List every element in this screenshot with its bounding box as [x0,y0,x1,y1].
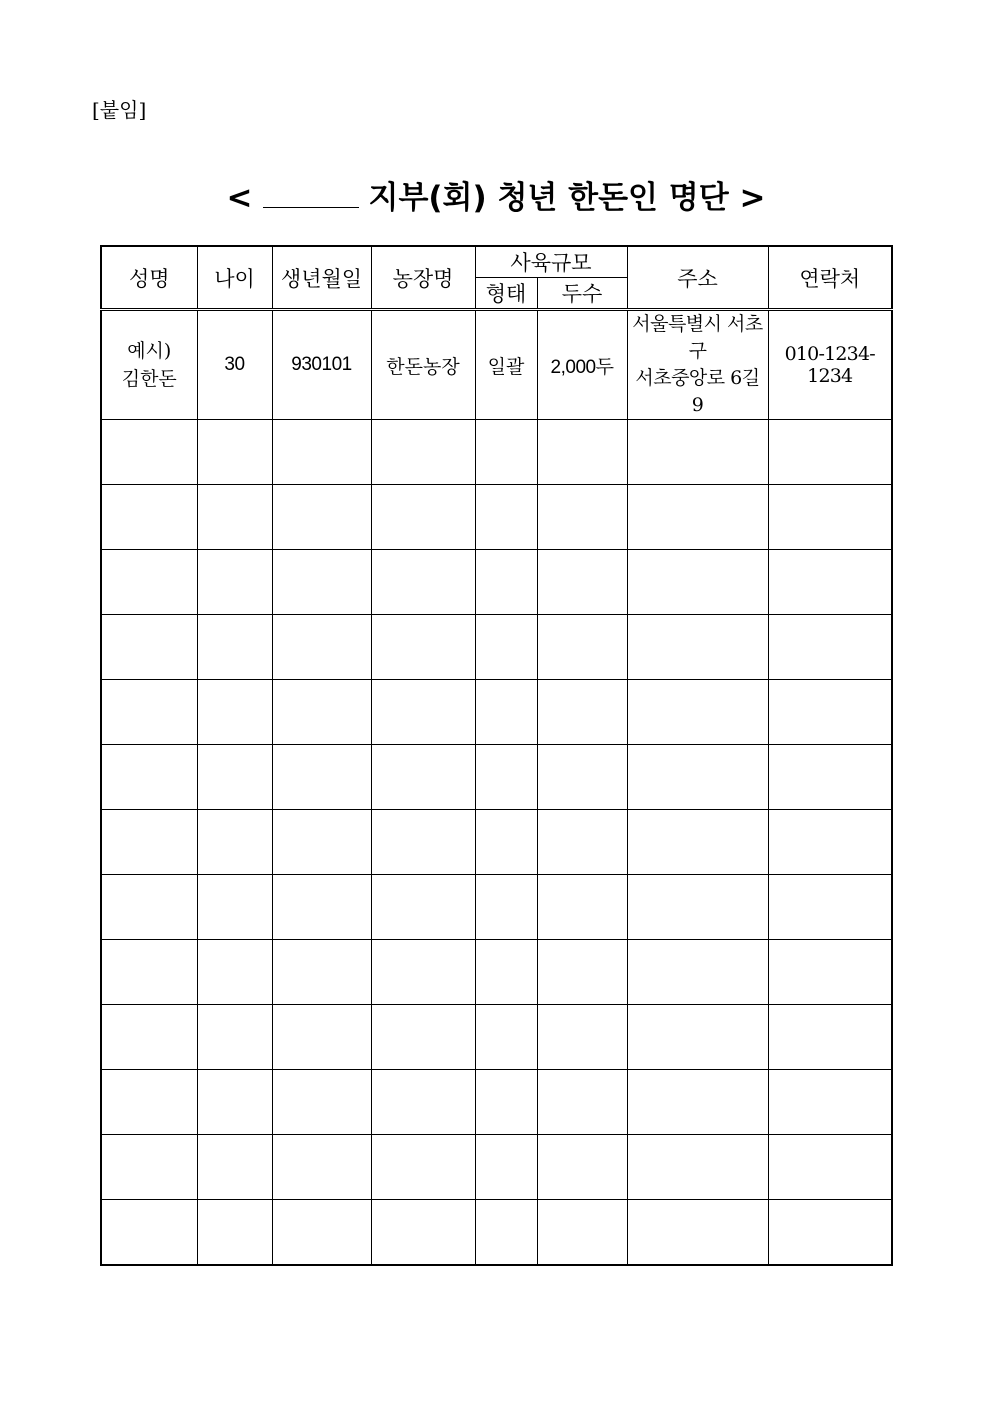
entry-cell-name[interactable] [101,875,197,940]
entry-cell-scale-type[interactable] [475,1005,537,1070]
entry-cell-scale-heads[interactable] [537,1070,627,1135]
title-close-bracket: > [739,180,766,216]
entry-cell-farm-name[interactable] [371,550,475,615]
entry-cell-contact[interactable] [768,550,892,615]
entry-cell-contact[interactable] [768,1070,892,1135]
header-contact: 연락처 [768,246,892,310]
entry-cell-contact[interactable] [768,1135,892,1200]
entry-cell-contact[interactable] [768,810,892,875]
entry-cell-scale-heads[interactable] [537,1200,627,1266]
entry-cell-age[interactable] [197,875,272,940]
example-row [101,310,892,420]
table-header-row [101,246,892,278]
entry-cell-name[interactable] [101,615,197,680]
entry-cell-name[interactable] [101,680,197,745]
entry-cell-scale-heads[interactable] [537,1005,627,1070]
table-row [101,485,892,550]
entry-cell-contact[interactable] [768,615,892,680]
entry-cell-address[interactable] [627,485,768,550]
header-birthdate: 생년월일 [272,246,371,310]
entry-cell-birthdate[interactable] [272,940,371,1005]
entry-cell-name[interactable] [101,1135,197,1200]
entry-cell-birthdate[interactable] [272,1005,371,1070]
entry-cell-contact[interactable] [768,940,892,1005]
header-scale-group: 사육규모 [475,246,627,278]
entry-cell-name[interactable] [101,940,197,1005]
header-age: 나이 [197,246,272,310]
entry-cell-age[interactable] [197,615,272,680]
table-row [101,875,892,940]
entry-cell-name[interactable] [101,485,197,550]
header-scale-type: 형태 [475,278,537,310]
table-row [101,680,892,745]
entry-cell-scale-heads[interactable] [537,940,627,1005]
example-age: 30 [197,310,272,420]
table-row [101,940,892,1005]
branch-name-blank [263,181,359,208]
entry-cell-name[interactable] [101,1005,197,1070]
entry-cell-scale-type[interactable] [475,485,537,550]
entry-cell-age[interactable] [197,940,272,1005]
entry-cell-birthdate[interactable] [272,810,371,875]
entry-cell-age[interactable] [197,810,272,875]
entry-cell-birthdate[interactable] [272,615,371,680]
entry-cell-scale-heads[interactable] [537,875,627,940]
entry-cell-scale-type[interactable] [475,1200,537,1266]
entry-cell-farm-name[interactable] [371,745,475,810]
entry-cell-scale-type[interactable] [475,550,537,615]
entry-cell-farm-name[interactable] [371,1070,475,1135]
entry-cell-age[interactable] [197,1005,272,1070]
header-farm-name: 농장명 [371,246,475,310]
entry-cell-farm-name[interactable] [371,940,475,1005]
header-scale-heads: 두수 [537,278,627,310]
entry-cell-name[interactable] [101,420,197,485]
entry-cell-farm-name[interactable] [371,1135,475,1200]
entry-cell-name[interactable] [101,1200,197,1266]
entry-cell-age[interactable] [197,485,272,550]
entry-cell-farm-name[interactable] [371,680,475,745]
entry-cell-farm-name[interactable] [371,875,475,940]
entry-cell-birthdate[interactable] [272,680,371,745]
example-scale-heads: 2,000두 [537,310,627,420]
example-scale-type: 일괄 [475,310,537,420]
entry-cell-address[interactable] [627,745,768,810]
entry-cell-birthdate[interactable] [272,550,371,615]
entry-cell-address[interactable] [627,1005,768,1070]
entry-cell-scale-type[interactable] [475,420,537,485]
entry-cell-birthdate[interactable] [272,420,371,485]
entry-cell-scale-type[interactable] [475,1135,537,1200]
table-row [101,1135,892,1200]
entry-cell-birthdate[interactable] [272,1070,371,1135]
title-open-bracket: < [226,180,253,216]
table-row [101,1070,892,1135]
example-name-cell [101,310,197,420]
entry-cell-scale-heads[interactable] [537,1135,627,1200]
example-address-cell [627,310,768,420]
entry-cell-address[interactable] [627,550,768,615]
entry-cell-name[interactable] [101,745,197,810]
entry-cell-scale-heads[interactable] [537,485,627,550]
entry-cell-birthdate[interactable] [272,745,371,810]
title-text: 지부(회) 청년 한돈인 명단 [368,180,729,216]
youth-member-roster-table [100,245,893,1266]
entry-cell-age[interactable] [197,550,272,615]
entry-cell-address[interactable] [627,940,768,1005]
entry-cell-birthdate[interactable] [272,485,371,550]
entry-cell-contact[interactable] [768,1005,892,1070]
entry-cell-scale-heads[interactable] [537,745,627,810]
attachment-label: [붙임] [92,98,147,122]
entry-cell-scale-type[interactable] [475,810,537,875]
entry-cell-age[interactable] [197,745,272,810]
entry-cell-farm-name[interactable] [371,1200,475,1266]
entry-cell-address[interactable] [627,1200,768,1266]
example-contact: 010-1234-1234 [768,310,892,420]
entry-cell-name[interactable] [101,810,197,875]
entry-cell-scale-heads[interactable] [537,615,627,680]
table-row [101,1005,892,1070]
table-row [101,550,892,615]
entry-cell-birthdate[interactable] [272,1200,371,1266]
entry-cell-farm-name[interactable] [371,810,475,875]
entry-cell-birthdate[interactable] [272,875,371,940]
entry-cell-scale-type[interactable] [475,680,537,745]
entry-cell-farm-name[interactable] [371,615,475,680]
entry-cell-scale-type[interactable] [475,940,537,1005]
entry-cell-age[interactable] [197,1200,272,1266]
entry-cell-address[interactable] [627,810,768,875]
entry-cell-name[interactable] [101,1070,197,1135]
entry-cell-farm-name[interactable] [371,1005,475,1070]
entry-cell-birthdate[interactable] [272,1135,371,1200]
entry-cell-address[interactable] [627,1070,768,1135]
example-name: 김한돈 [121,368,177,390]
entry-cell-farm-name[interactable] [371,420,475,485]
table-row [101,420,892,485]
entry-cell-address[interactable] [627,615,768,680]
entry-cell-age[interactable] [197,1070,272,1135]
document-title [0,178,992,218]
entry-cell-farm-name[interactable] [371,485,475,550]
entry-cell-scale-type[interactable] [475,875,537,940]
table-row [101,810,892,875]
entry-cell-scale-heads[interactable] [537,680,627,745]
header-address: 주소 [627,246,768,310]
table-row [101,615,892,680]
entry-cell-scale-type[interactable] [475,1070,537,1135]
table-row [101,1200,892,1266]
entry-cell-address[interactable] [627,420,768,485]
example-address-line1: 서울특별시 서초구 [632,313,763,362]
entry-cell-contact[interactable] [768,875,892,940]
entry-cell-contact[interactable] [768,485,892,550]
entry-cell-scale-heads[interactable] [537,420,627,485]
entry-cell-contact[interactable] [768,1200,892,1266]
entry-cell-contact[interactable] [768,680,892,745]
entry-cell-age[interactable] [197,1135,272,1200]
entry-cell-address[interactable] [627,1135,768,1200]
example-address-line2: 서초중앙로 6길 9 [635,367,760,416]
header-name: 성명 [101,246,197,310]
example-label: 예시) [127,340,172,362]
entry-cell-name[interactable] [101,550,197,615]
entry-cell-age[interactable] [197,680,272,745]
table-row [101,745,892,810]
entry-cell-scale-type[interactable] [475,615,537,680]
entry-cell-scale-type[interactable] [475,745,537,810]
entry-cell-age[interactable] [197,420,272,485]
example-farm-name: 한돈농장 [371,310,475,420]
entry-cell-contact[interactable] [768,420,892,485]
entry-cell-contact[interactable] [768,745,892,810]
example-birthdate: 930101 [272,310,371,420]
entry-cell-scale-heads[interactable] [537,550,627,615]
entry-cell-scale-heads[interactable] [537,810,627,875]
entry-cell-address[interactable] [627,875,768,940]
entry-cell-address[interactable] [627,680,768,745]
